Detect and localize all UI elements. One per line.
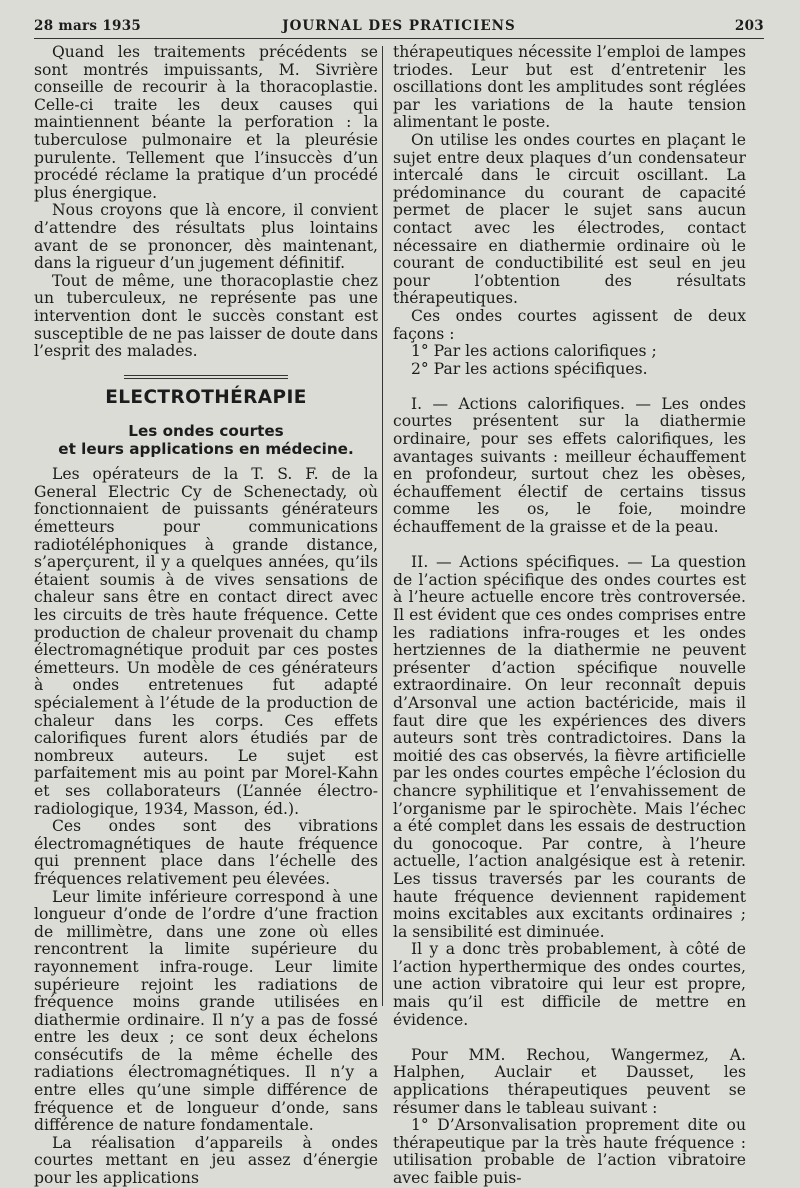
paragraph: thérapeutiques nécessite l’emploi de lampes triodes. Leur but est d’entretenir les oscillations dont les amplitudes sont réglées par les variations de la haute tension alimentant le poste.	[393, 43, 746, 132]
section-rule	[124, 375, 288, 379]
paragraph: La réalisation d’appareils à ondes courtes mettant en jeu assez d’énergie pour les applications	[34, 1133, 378, 1188]
header-page-number: 203	[734, 18, 764, 34]
paragraph: Ces ondes sont des vibrations électromagnétiques de haute fréquence qui prennent place dans l’échelle des fréquences relativement peu élevées.	[34, 817, 378, 888]
article-title-line-1: Les ondes courtes	[128, 422, 284, 441]
paragraph: Les opérateurs de la T. S. F. de la General Electric Cy de Schenectady, où fonctionnaient de puissants générateurs émetteurs pour communications radiotéléphoniques à grande distance, s’aperçurent, il y a quelques années, qu’ils étaient soumis à de vives sensations de chaleur sans être en contact direct avec les circuits de très haute fréquence. Cette production de chaleur provenait du champ électromagnétique produit par ces postes émetteurs. Un modèle de ces générateurs à ondes entretenues fut adapté spécialement à l’étude de la production de chaleur dans les corps. Ces effets calorifiques furent alors étudiés par de nombreux auteurs. Le sujet est parfaitement mis au point par Morel-Kahn et ses collaborateurs (L’année électro-radiologique, 1934, Masson, éd.).	[34, 465, 378, 818]
column-divider	[382, 46, 383, 1006]
article-title-line-2: et leurs applications en médecine.	[58, 440, 354, 459]
paragraph: Tout de même, une thoracoplastie chez un tuberculeux, ne représente pas une intervention dont le succès constant est susceptible de ne pas laisser de doute dans l’esprit des malades.	[34, 271, 378, 361]
list-item: 1° Par les actions calorifiques ;	[411, 342, 657, 361]
paragraph: I. — Actions calorifiques. — Les ondes courtes présentent sur la diathermie ordinaire, pour ses effets calorifiques, les avantages suivants : meilleur échauffement en profondeur, surtout chez les obèses, échauffement électif de certains tissus comme les os, le foie, moindre échauffement de la graisse et de la peau.	[393, 394, 746, 537]
header-journal-title: JOURNAL DES PRATICIENS	[282, 18, 516, 34]
paragraph: Leur limite inférieure correspond à une longueur d’onde de l’ordre d’une fraction de millimètre, dans une zone où elles rencontrent la limite supérieure du rayonnement infra-rouge. Leur limite supérieure rejoint les radiations de fréquence moins grande utilisées en diathermie ordinaire. Il n’y a pas de fossé entre les deux ; ce sont deux échelons consécutifs de la même échelle des radiations électromagnétiques. Il n’y a entre elles qu’une simple différence de fréquence et de longueur d’onde, sans différence de nature fondamentale.	[34, 887, 378, 1135]
paragraph: II. — Actions spécifiques. — La question de l’action spécifique des ondes courtes est à l’heure actuelle encore très controversée. Il est évident que ces ondes comprises entre les radiations infra-rouges et les ondes hertziennes de la diathermie ne peuvent présenter d’action spécifique nouvelle extraordinaire. On leur reconnaît depuis d’Arsonval une action bactéricide, mais il faut dire que les expériences des divers auteurs sont très contradictoires. Dans la moitié des cas observés, la fièvre artificielle par les ondes courtes empêche l’éclosion du chancre syphilitique et l’envahissement de l’organisme par le spirochète. Mais l’échec a été complet dans les essais de destruction du gonocoque. Par contre, à l’heure actuelle, l’action analgésique est à retenir. Les tissus traversés par les courants de haute fréquence deviennent rapidement moins excitables aux excitants ordinaires ; la sensibilité est diminuée.	[393, 553, 746, 941]
list-item: 2° Par les actions spécifiques.	[411, 359, 648, 378]
page-header	[34, 14, 764, 39]
paragraph: Pour MM. Rechou, Wangermez, A. Halphen, Auclair et Dausset, les applications thérapeutiques peuvent se résumer dans le tableau suivant :	[393, 1045, 746, 1117]
section-title: ELECTROTHÉRAPIE	[105, 386, 307, 408]
header-date: 28 mars 1935	[34, 18, 142, 34]
paragraph: Il y a donc très probablement, à côté de l’action hyperthermique des ondes courtes, une action vibratoire qui leur est propre, mais qu’il est difficile de mettre en évidence.	[393, 940, 746, 1029]
article-title	[34, 422, 378, 458]
paragraph: 1° D’Arsonvalisation proprement dite ou thérapeutique par la très haute fréquence : utilisation probable de l’action vibratoire avec faible puis-	[393, 1116, 746, 1187]
paragraph: Ces ondes courtes agissent de deux façons :	[393, 306, 746, 343]
paragraph: Nous croyons que là encore, il convient d’attendre des résultats plus lointains avant de se prononcer, dès maintenant, dans la rigueur d’un jugement définitif.	[34, 201, 378, 273]
paragraph: Quand les traitements précédents se sont montrés impuissants, M. Sivrière conseille de recourir à la thoracoplastie. Celle-ci traite les deux causes qui maintiennent béante la perforation : la tuberculose pulmonaire et la pleurésie purulente. Tellement que l’insuccès d’un procédé réclame la pratique d’un procédé plus énergique.	[34, 43, 378, 202]
right-column	[393, 44, 746, 1188]
left-column	[34, 44, 378, 1188]
paragraph: On utilise les ondes courtes en plaçant le sujet entre deux plaques d’un condensateur intercalé dans le circuit oscillant. La prédominance du courant de capacité permet de placer le sujet sans aucun contact avec les électrodes, contact nécessaire en diathermie ordinaire où le courant de conductibilité est seul en jeu pour l’obtention des résultats thérapeutiques.	[393, 130, 746, 308]
